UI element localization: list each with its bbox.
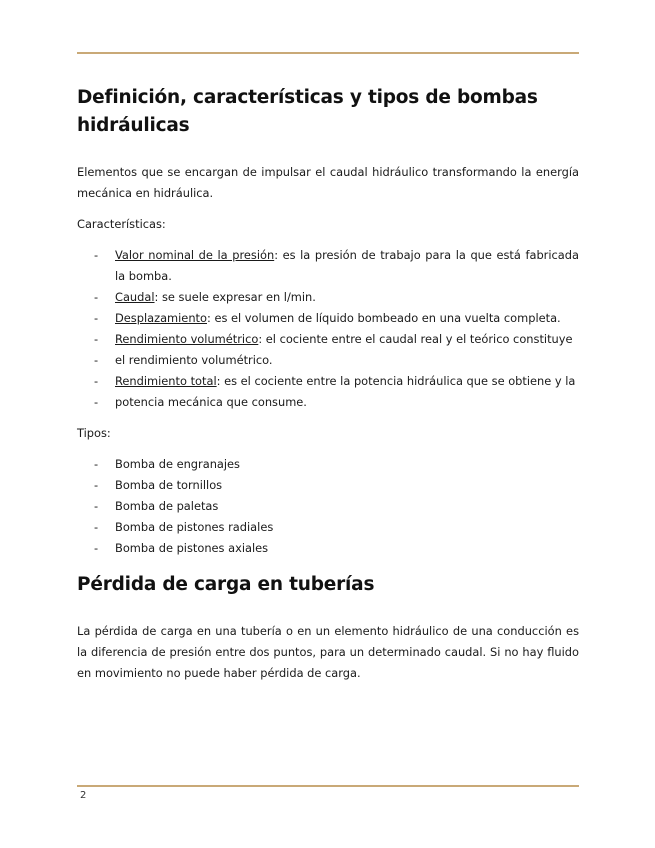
feature-term: Valor nominal de la presión	[115, 248, 275, 262]
feature-text: : el cociente entre el caudal real y el teórico constituye	[258, 332, 573, 346]
feature-text: : es el cociente entre la potencia hidráulica que se obtiene y la	[216, 374, 576, 388]
feature-term: Caudal	[115, 290, 155, 304]
list-item	[77, 245, 579, 287]
dash-bullet: -	[94, 520, 99, 534]
list-item	[77, 538, 579, 559]
dash-bullet: -	[94, 499, 99, 513]
features-list	[77, 245, 579, 413]
feature-text: potencia mecánica que consume.	[115, 395, 307, 409]
dash-bullet: -	[94, 457, 99, 471]
dash-bullet: -	[94, 332, 99, 346]
list-item	[77, 517, 579, 538]
perdida-paragraph: La pérdida de carga en una tubería o en un elemento hidráulico de una conducción es la diferencia de presión entre dos puntos, para un determinado caudal. Si no hay fluido en movimiento no puede haber pérdida de carga.	[77, 624, 579, 680]
list-item	[77, 392, 579, 413]
feature-text: : es el volumen de líquido bombeado en una vuelta completa.	[206, 311, 561, 325]
type-text: Bomba de pistones axiales	[115, 541, 269, 555]
dash-bullet: -	[94, 478, 99, 492]
list-item	[77, 350, 579, 371]
feature-text: : es la presión de trabajo para la que está fabricada la bomba.	[115, 248, 579, 283]
dash-bullet: -	[94, 290, 99, 304]
dash-bullet: -	[94, 541, 99, 555]
list-item	[77, 329, 579, 350]
dash-bullet: -	[94, 374, 99, 388]
list-item	[77, 371, 579, 392]
header-divider	[77, 52, 579, 54]
list-item	[77, 496, 579, 517]
page-content	[77, 84, 579, 694]
dash-bullet: -	[94, 248, 99, 262]
types-list	[77, 454, 579, 559]
type-text: Bomba de pistones radiales	[115, 520, 274, 534]
feature-text: el rendimiento volumétrico.	[115, 353, 273, 367]
list-item	[77, 308, 579, 329]
list-item	[77, 475, 579, 496]
feature-term: Rendimiento total	[115, 374, 217, 388]
dash-bullet: -	[94, 311, 99, 325]
section-title-bombas: Definición, características y tipos de bombas hidráulicas	[77, 87, 538, 136]
feature-term: Desplazamiento	[115, 311, 207, 325]
feature-term: Rendimiento volumétrico	[115, 332, 259, 346]
list-item	[77, 287, 579, 308]
features-label: Características:	[77, 217, 166, 231]
dash-bullet: -	[94, 395, 99, 409]
type-text: Bomba de engranajes	[115, 457, 240, 471]
feature-text: : se suele expresar en l/min.	[154, 290, 316, 304]
types-label: Tipos:	[77, 426, 111, 440]
section-title-perdida: Pérdida de carga en tuberías	[77, 574, 375, 595]
intro-paragraph: Elementos que se encargan de impulsar el caudal hidráulico transformando la energía mecánica en hidráulica.	[77, 165, 579, 200]
type-text: Bomba de tornillos	[115, 478, 223, 492]
footer-divider	[77, 785, 579, 787]
dash-bullet: -	[94, 353, 99, 367]
page-number: 2	[80, 790, 87, 801]
type-text: Bomba de paletas	[115, 499, 219, 513]
list-item	[77, 454, 579, 475]
